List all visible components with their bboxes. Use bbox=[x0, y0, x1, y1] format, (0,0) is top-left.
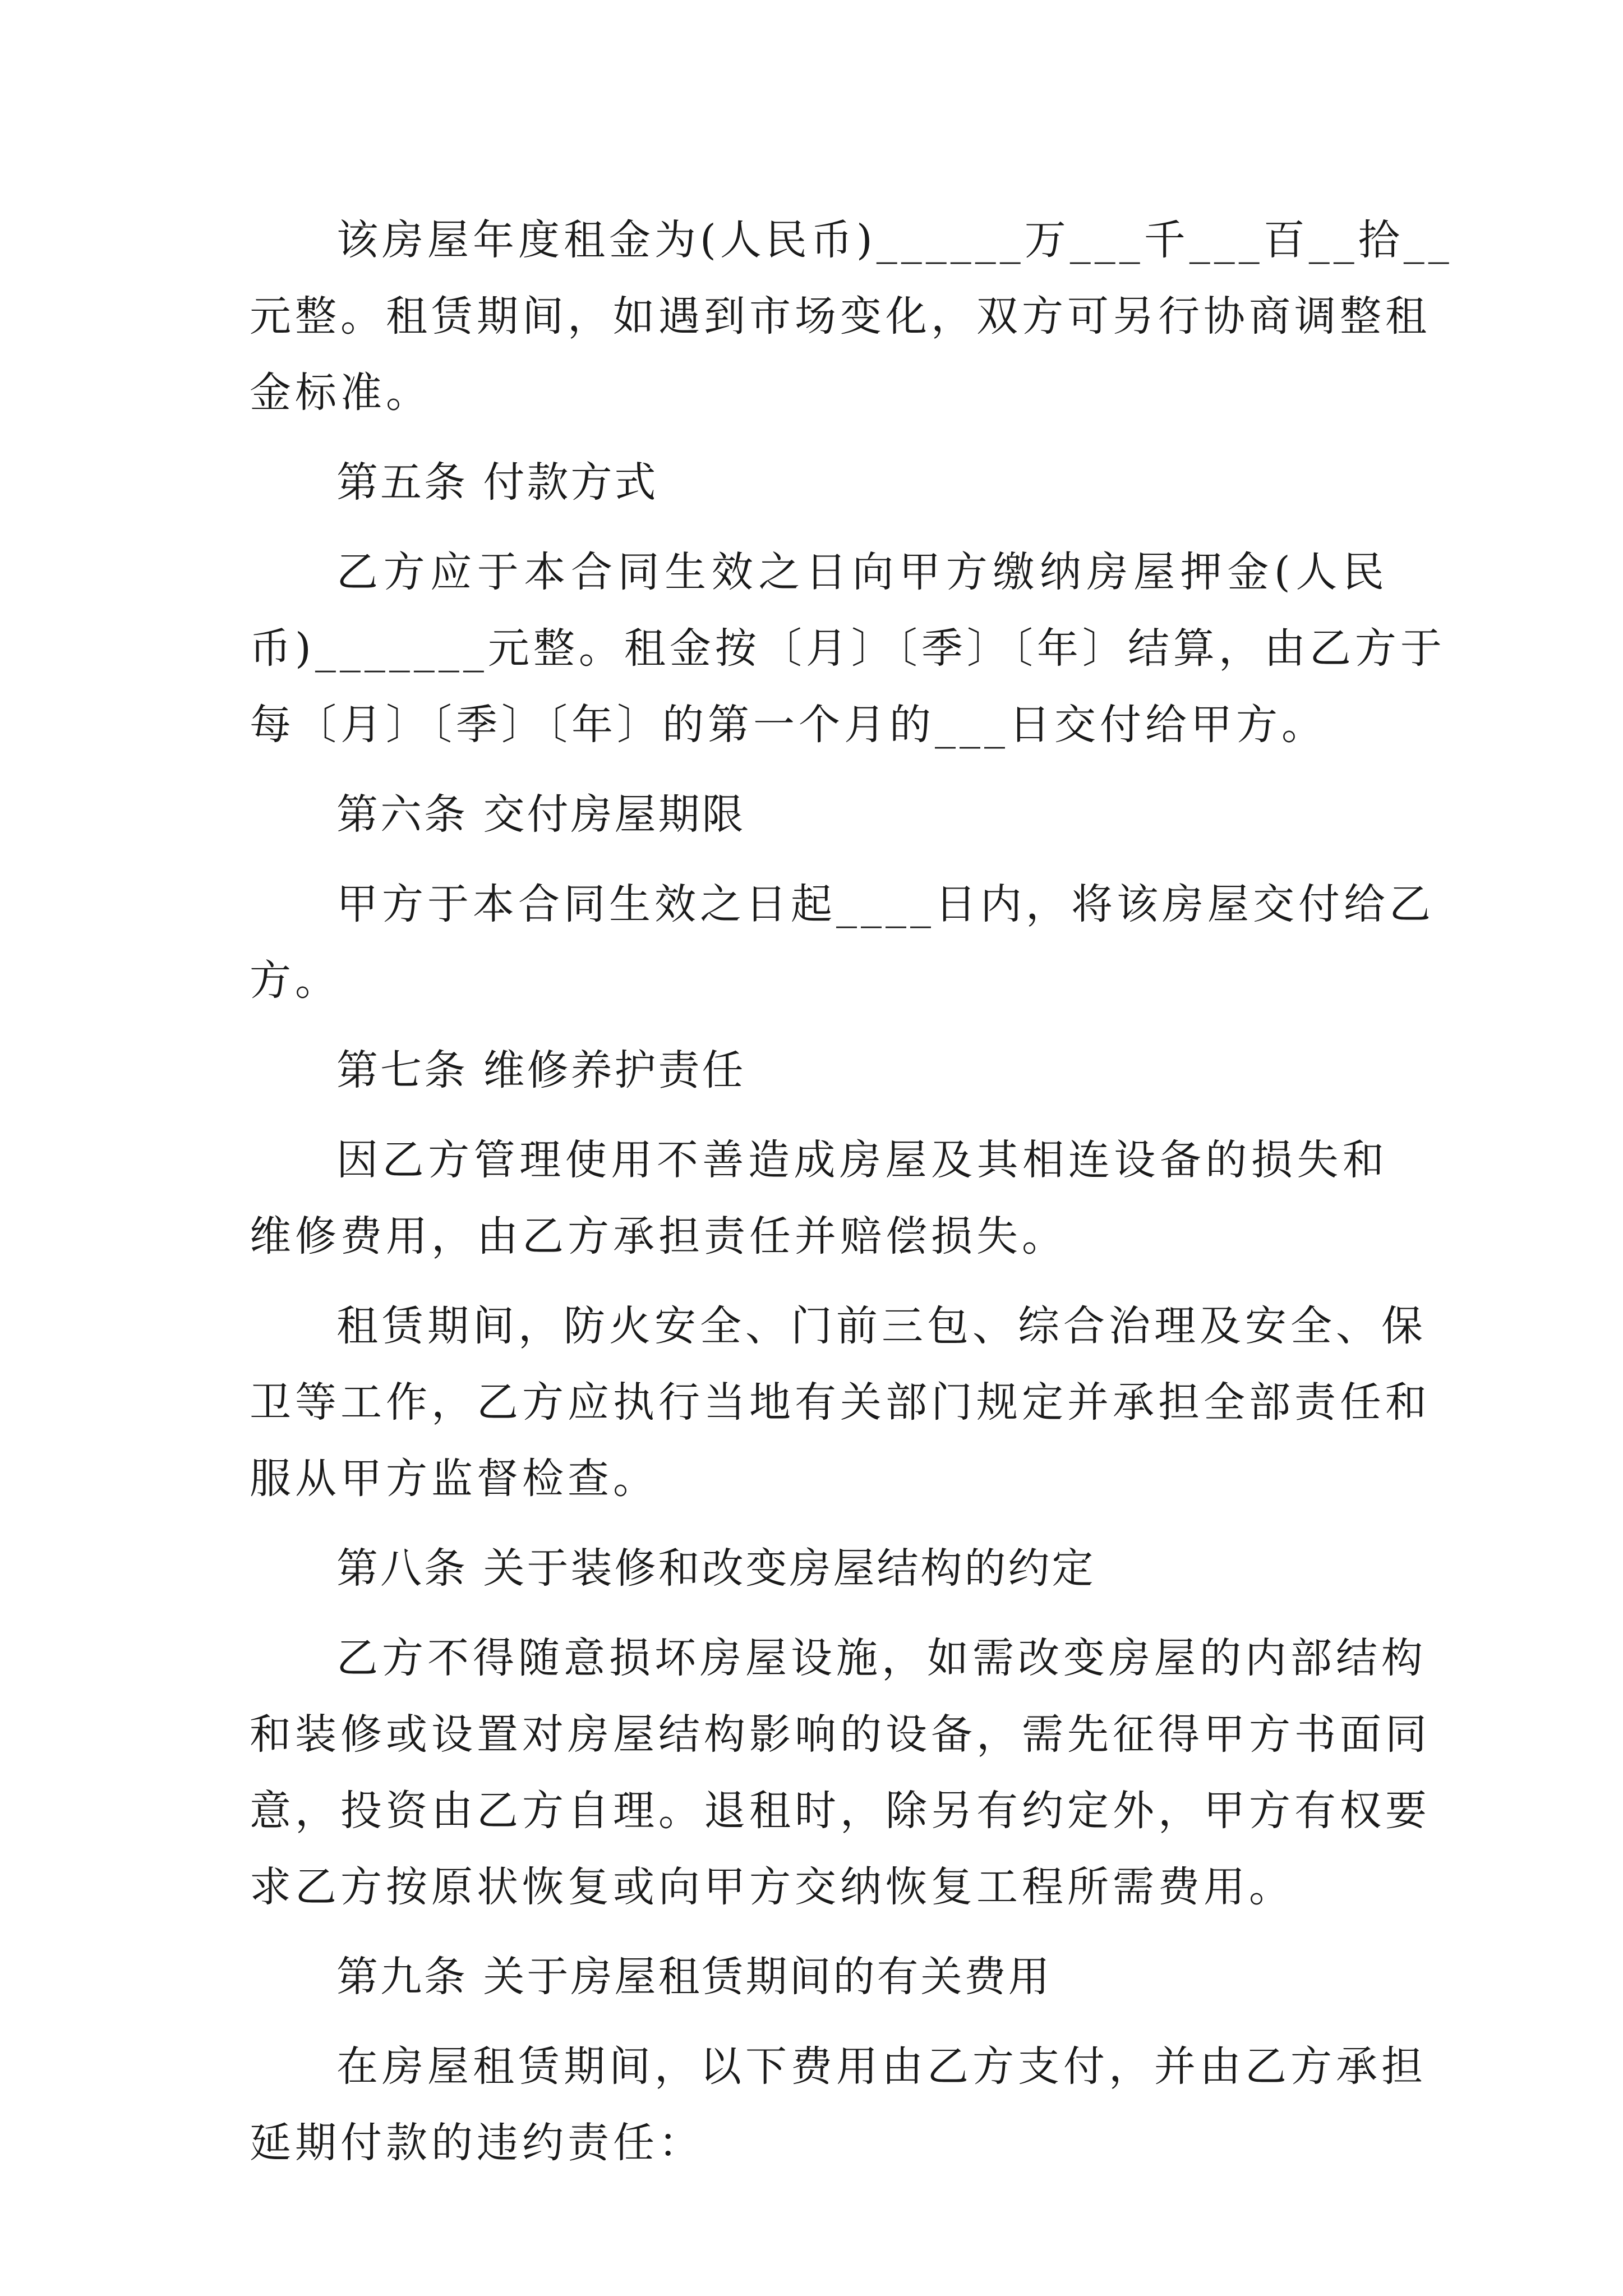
text-line: 乙方不得随意损坏房屋设施，如需改变房屋的内部结构 bbox=[336, 1634, 1427, 1682]
text-line: 乙方应于本合同生效之日向甲方缴纳房屋押金(人民 bbox=[336, 548, 1388, 596]
text-line: 元整。租赁期间，如遇到市场变化，双方可另行协商调整租 bbox=[250, 292, 1431, 341]
text-line: 和装修或设置对房屋结构影响的设备，需先征得甲方书面同 bbox=[250, 1710, 1431, 1759]
text-line: 租赁期间，防火安全、门前三包、综合治理及安全、保 bbox=[336, 1302, 1427, 1350]
section-heading: 第六条 交付房屋期限 bbox=[336, 790, 746, 839]
text-line: 在房屋租赁期间，以下费用由乙方支付，并由乙方承担 bbox=[336, 2042, 1427, 2091]
section-heading: 第五条 付款方式 bbox=[336, 458, 658, 507]
document-page bbox=[250, 202, 1453, 2181]
section-heading: 第八条 关于装修和改变房屋结构的约定 bbox=[336, 1544, 1096, 1593]
text-line: 维修费用，由乙方承担责任并赔偿损失。 bbox=[250, 1212, 1067, 1260]
text-line: 币)_______元整。租金按〔月〕〔季〕〔年〕结算，由乙方于 bbox=[250, 624, 1446, 673]
text-line: 每〔月〕〔季〕〔年〕的第一个月的___日交付给甲方。 bbox=[250, 701, 1327, 749]
text-line: 卫等工作，乙方应执行当地有关部门规定并承担全部责任和 bbox=[250, 1378, 1431, 1427]
text-line: 延期付款的违约责任： bbox=[250, 2119, 704, 2167]
text-line: 服从甲方监督检查。 bbox=[250, 1455, 658, 1503]
text-line: 该房屋年度租金为(人民币)______万___千___百__拾__ bbox=[336, 216, 1453, 264]
text-line: 意，投资由乙方自理。退租时，除另有约定外，甲方有权要 bbox=[250, 1787, 1431, 1835]
section-heading: 第九条 关于房屋租赁期间的有关费用 bbox=[336, 1953, 1052, 2001]
text-line: 甲方于本合同生效之日起____日内，将该房屋交付给乙 bbox=[336, 880, 1435, 928]
text-line: 求乙方按原状恢复或向甲方交纳恢复工程所需费用。 bbox=[250, 1863, 1294, 1911]
section-heading: 第七条 维修养护责任 bbox=[336, 1046, 746, 1094]
text-line: 因乙方管理使用不善造成房屋及其相连设备的损失和 bbox=[336, 1136, 1388, 1184]
text-line: 金标准。 bbox=[250, 369, 431, 417]
document-body bbox=[250, 202, 1453, 2181]
text-line: 方。 bbox=[250, 956, 340, 1005]
